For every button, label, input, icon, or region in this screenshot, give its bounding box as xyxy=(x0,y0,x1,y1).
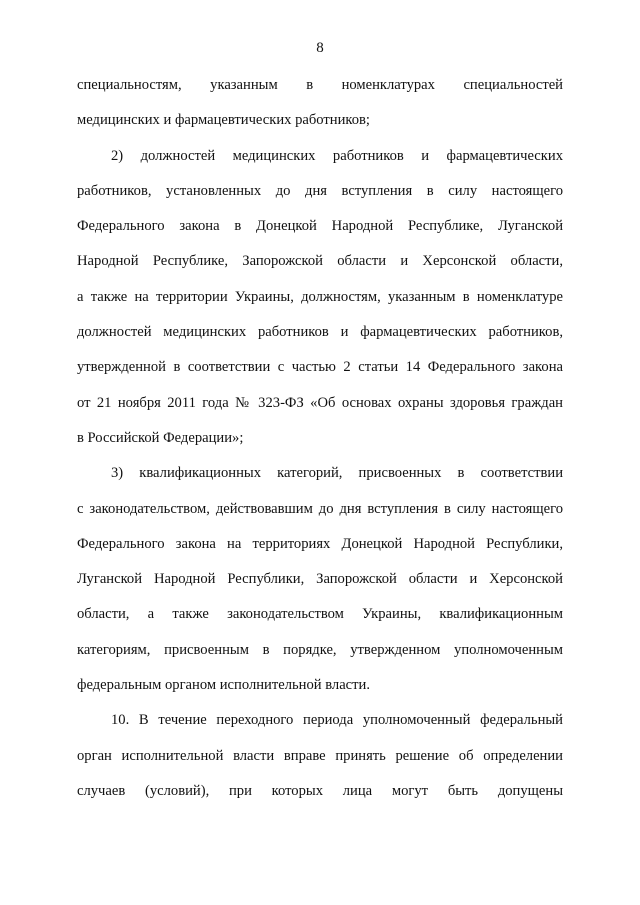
text-line: от 21 ноября 2011 года № 323-ФЗ «Об основах охраны здоровья граждан xyxy=(77,394,563,411)
text-line: орган исполнительной власти вправе принять решение об определении xyxy=(77,747,563,764)
text-line: специальностям, указанным в номенклатурах специальностей xyxy=(77,77,563,93)
text-line: области, а также законодательством Украины, квалификационным xyxy=(77,606,563,623)
text-line: 3) квалификационных категорий, присвоенных в соответствии xyxy=(111,465,563,482)
document-body xyxy=(77,68,563,809)
text-line: федеральным органом исполнительной власти. xyxy=(77,677,370,694)
text-line: 2) должностей медицинских работников и фармацевтических xyxy=(111,147,563,164)
text-line: 10. В течение переходного периода уполномоченный федеральный xyxy=(111,712,563,729)
text-line: должностей медицинских работников и фармацевтических работников, xyxy=(77,324,563,341)
text-line: а также на территории Украины, должностям, указанным в номенклатуре xyxy=(77,288,563,305)
text-line: Народной Республике, Запорожской области и Херсонской области, xyxy=(77,253,563,270)
text-line: с законодательством, действовавшим до дня вступления в силу настоящего xyxy=(77,500,563,517)
text-line: категориям, присвоенным в порядке, утвержденном уполномоченным xyxy=(77,641,563,658)
page-number: 8 xyxy=(316,40,324,56)
text-line: в Российской Федерации»; xyxy=(77,429,244,446)
text-line: случаев (условий), при которых лица могут быть допущены xyxy=(77,782,563,799)
text-line: утвержденной в соответствии с частью 2 статьи 14 Федерального закона xyxy=(77,359,563,376)
text-line: Федерального закона в Донецкой Народной Республике, Луганской xyxy=(77,218,563,235)
text-line: Федерального закона на территориях Донецкой Народной Республики, xyxy=(77,535,563,552)
text-line: работников, установленных до дня вступления в силу настоящего xyxy=(77,182,563,199)
text-line: Луганской Народной Республики, Запорожской области и Херсонской xyxy=(77,571,563,588)
text-line: медицинских и фармацевтических работников; xyxy=(77,112,370,129)
